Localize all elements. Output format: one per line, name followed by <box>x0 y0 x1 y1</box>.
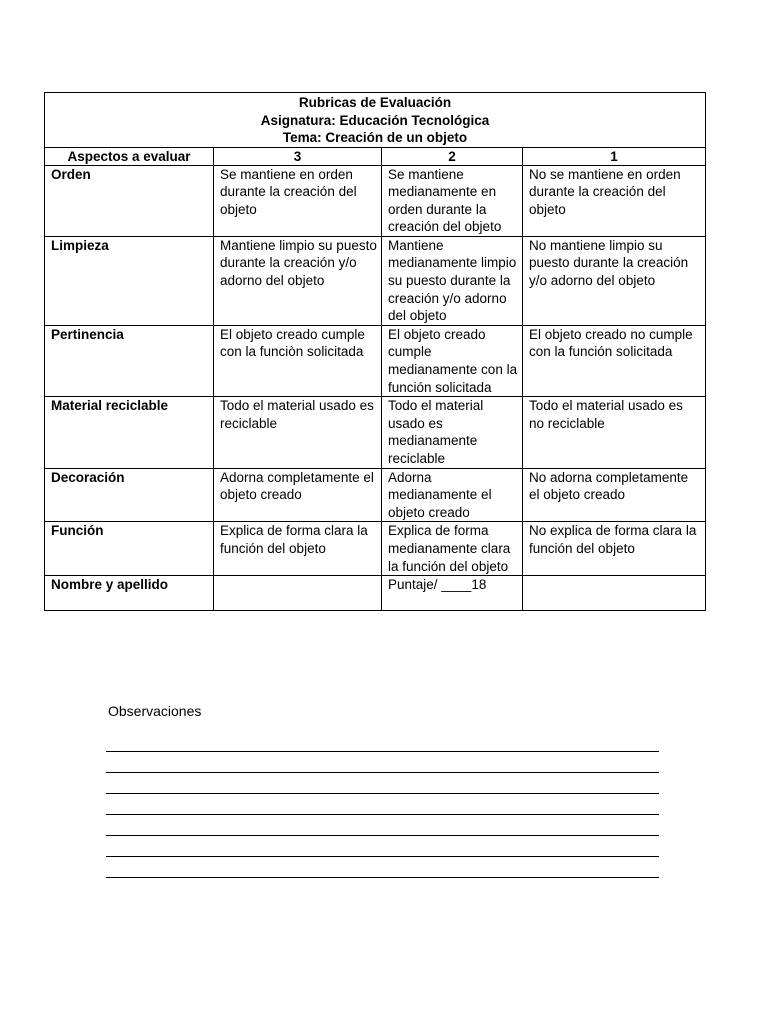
name-field <box>214 576 382 611</box>
table-row <box>45 576 706 611</box>
observation-line <box>106 792 659 794</box>
criterion-2: El objeto creado cumple medianamente con la función solicitada <box>382 325 523 396</box>
header-aspects: Aspectos a evaluar <box>45 147 214 165</box>
criterion-3: El objeto creado cumple con la funciòn solicitada <box>214 325 382 396</box>
rubric-subject: Asignatura: Educación Tecnológica <box>260 112 490 128</box>
criterion-1: No explica de forma clara la función del objeto <box>523 522 706 576</box>
aspect-label: Orden <box>45 165 214 236</box>
criterion-3: Todo el material usado es reciclable <box>214 397 382 468</box>
criterion-2: Mantiene medianamente limpio su puesto durante la creación y/o adorno del objeto <box>382 236 523 325</box>
header-score-2: 2 <box>382 147 523 165</box>
criterion-2: Todo el material usado es medianamente reciclable <box>382 397 523 468</box>
aspect-label: Decoración <box>45 468 214 522</box>
table-row <box>45 325 706 396</box>
aspect-label: Nombre y apellido <box>45 576 214 611</box>
score-field: Puntaje/ ____18 <box>382 576 523 611</box>
criterion-1: No mantiene limpio su puesto durante la creación y/o adorno del objeto <box>523 236 706 325</box>
table-row <box>45 165 706 236</box>
criterion-1: El objeto creado no cumple con la función solicitada <box>523 325 706 396</box>
criterion-3: Adorna completamente el objeto creado <box>214 468 382 522</box>
observation-line <box>106 855 659 857</box>
criterion-3: Mantiene limpio su puesto durante la creación y/o adorno del objeto <box>214 236 382 325</box>
aspect-label: Material reciclable <box>45 397 214 468</box>
rubric-table <box>44 92 706 611</box>
observation-line <box>106 834 659 836</box>
criterion-1: No adorna completamente el objeto creado <box>523 468 706 522</box>
aspect-label: Función <box>45 522 214 576</box>
criterion-1: No se mantiene en orden durante la creación del objeto <box>523 165 706 236</box>
title-cell <box>45 93 706 148</box>
criterion-1 <box>523 576 706 611</box>
criterion-2: Se mantiene medianamente en orden durante la creación del objeto <box>382 165 523 236</box>
observation-line <box>106 813 659 815</box>
title-row <box>45 93 706 148</box>
table-row <box>45 522 706 576</box>
rubric-title: Rubricas de Evaluación <box>298 95 452 110</box>
observation-line <box>106 771 659 773</box>
table-row <box>45 397 706 468</box>
aspect-label: Limpieza <box>45 236 214 325</box>
aspect-label: Pertinencia <box>45 325 214 396</box>
criterion-2: Explica de forma medianamente clara la función del objeto <box>382 522 523 576</box>
table-row <box>45 236 706 325</box>
table-row <box>45 468 706 522</box>
header-score-3: 3 <box>214 147 382 165</box>
criterion-1: Todo el material usado es no reciclable <box>523 397 706 468</box>
observation-line <box>106 750 659 752</box>
observations-label: Observaciones <box>108 703 202 719</box>
header-score-1: 1 <box>523 147 706 165</box>
criterion-2: Adorna medianamente el objeto creado <box>382 468 523 522</box>
header-row <box>45 147 706 165</box>
criterion-3: Explica de forma clara la función del objeto <box>214 522 382 576</box>
criterion-3: Se mantiene en orden durante la creación del objeto <box>214 165 382 236</box>
observation-line <box>106 876 659 878</box>
rubric-topic: Tema: Creación de un objeto <box>282 130 468 145</box>
